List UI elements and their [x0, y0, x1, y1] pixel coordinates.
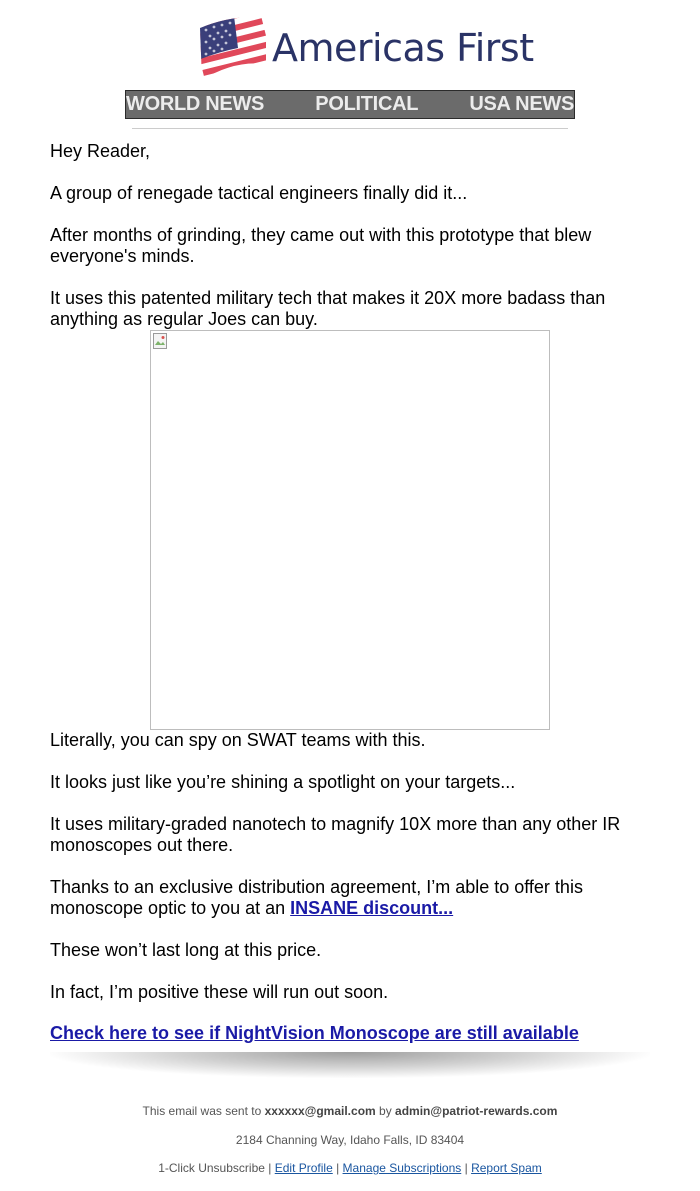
- footer-links: [0, 1161, 700, 1175]
- paragraph: After months of grinding, they came out with this prototype that blew everyone's minds.: [50, 225, 592, 266]
- footer-by: by: [375, 1104, 396, 1118]
- broken-image-icon: [153, 333, 169, 349]
- separator: |: [332, 1161, 343, 1175]
- nav-bar: [125, 90, 575, 119]
- brand-logo[interactable]: [198, 14, 534, 82]
- paragraph: These won’t last long at this price.: [50, 940, 322, 960]
- paragraph: In fact, I’m positive these will run out soon.: [50, 982, 389, 1002]
- unsubscribe-text[interactable]: 1-Click Unsubscribe: [158, 1161, 265, 1175]
- nav-world-news[interactable]: WORLD NEWS: [126, 93, 265, 115]
- manage-subscriptions-link[interactable]: Manage Subscriptions: [342, 1161, 462, 1175]
- edit-profile-link[interactable]: Edit Profile: [274, 1161, 333, 1175]
- separator: |: [264, 1161, 275, 1175]
- greeting: Hey Reader,: [50, 141, 151, 161]
- footer-divider-shadow: [50, 1052, 650, 1078]
- header-divider: [132, 128, 568, 129]
- paragraph: It looks just like you’re shining a spotlight on your targets...: [50, 772, 516, 792]
- paragraph: [50, 877, 640, 919]
- separator: |: [461, 1161, 472, 1175]
- footer-sent-prefix: This email was sent to: [142, 1104, 265, 1118]
- paragraph: Literally, you can spy on SWAT teams with this.: [50, 730, 426, 750]
- nav-political[interactable]: POLITICAL: [315, 93, 419, 115]
- recipient-email: xxxxxx@gmail.com: [264, 1104, 376, 1118]
- us-flag-icon: [198, 14, 268, 82]
- footer-sent-line: [0, 1104, 700, 1118]
- report-spam-link[interactable]: Report Spam: [471, 1161, 542, 1175]
- cta-link[interactable]: Check here to see if NightVision Monoscope are still available: [50, 1023, 579, 1043]
- product-image[interactable]: [150, 330, 550, 730]
- paragraph: A group of renegade tactical engineers finally did it...: [50, 183, 468, 203]
- nav-usa-news[interactable]: USA NEWS: [469, 93, 574, 115]
- discount-link[interactable]: INSANE discount...: [290, 898, 454, 918]
- footer-address: 2184 Channing Way, Idaho Falls, ID 83404: [235, 1133, 465, 1147]
- brand-name: Americas First: [272, 26, 534, 70]
- paragraph: It uses this patented military tech that makes it 20X more badass than anything as regular Joes can buy.: [50, 288, 606, 329]
- sender-email: admin@patriot-rewards.com: [395, 1104, 558, 1118]
- paragraph-text: Thanks to an exclusive distribution agreement, I’m able to offer this monoscope optic to you at an: [50, 877, 583, 918]
- paragraph: It uses military-graded nanotech to magnify 10X more than any other IR monoscopes out there.: [50, 814, 621, 855]
